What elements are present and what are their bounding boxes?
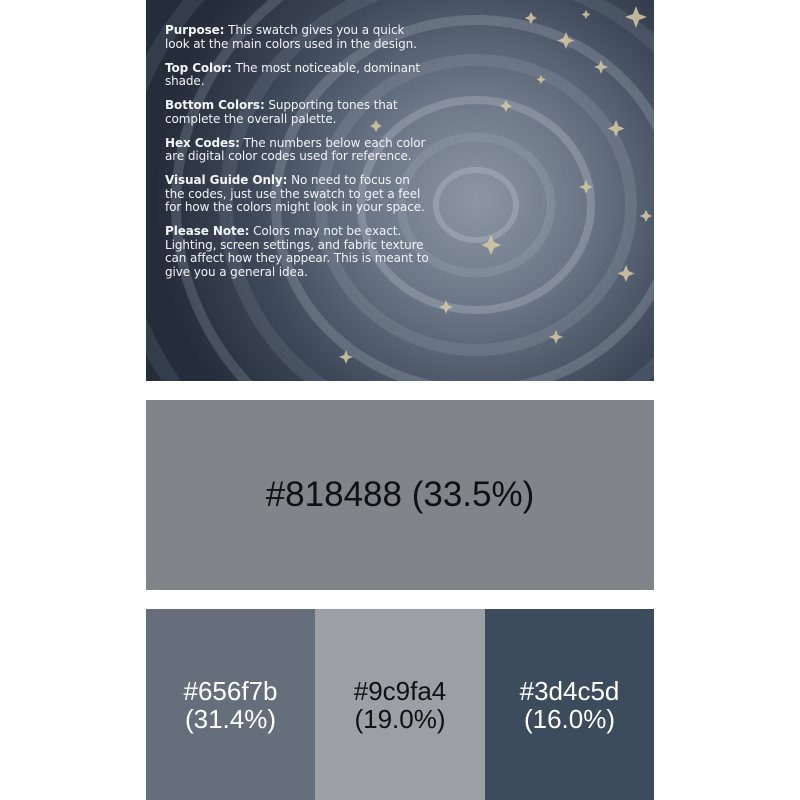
artwork-preview	[146, 0, 654, 381]
swatch-bottom-2-percent: (19.0%)	[354, 703, 446, 734]
info-hex-codes: Hex Codes: The numbers below each color are digital color codes used for reference.	[165, 135, 426, 163]
info-top-color: Top Color: The most noticeable, dominant shade.	[165, 60, 421, 88]
swatch-bottom-1-hex: #656f7b	[183, 675, 278, 706]
swatch-bottom-1-percent: (31.4%)	[184, 703, 277, 734]
info-bottom-colors: Bottom Colors: Supporting tones that complete the overall palette.	[165, 98, 398, 126]
info-please-note: Please Note: Colors may not be exact. Lighting, screen settings, and fabric texture can affect how they appear. This is meant to give you a general idea.	[165, 224, 429, 279]
swatch-bottom-3	[485, 609, 654, 800]
info-purpose: Purpose: This swatch gives you a quick look at the main colors used in the design.	[165, 23, 417, 51]
swatch-bottom-3-hex: #3d4c5d	[519, 675, 620, 706]
swatch-bottom-2	[315, 609, 485, 800]
swatch-bottom-3-percent: (16.0%)	[523, 703, 616, 734]
swatch-bottom-1	[146, 609, 315, 800]
swatch-bottom-2-hex: #9c9fa4	[353, 675, 447, 706]
swatch-top	[146, 400, 654, 590]
swatch-top-label: #818488 (33.5%)	[265, 475, 535, 514]
info-visual-guide: Visual Guide Only: No need to focus on the codes, just use the swatch to get a feel for how the colors might look in your space.	[165, 173, 425, 214]
swatch-info-text	[165, 24, 430, 290]
